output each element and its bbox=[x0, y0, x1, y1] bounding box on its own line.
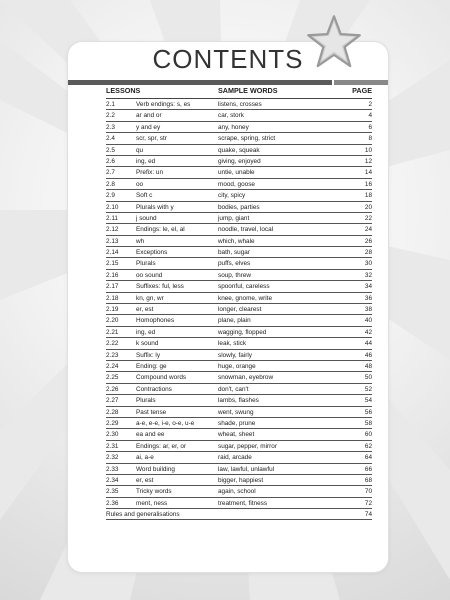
page-number: 38 bbox=[364, 306, 372, 314]
table-row bbox=[106, 372, 372, 383]
table-row bbox=[106, 213, 372, 224]
lesson-number: 2.3 bbox=[106, 123, 115, 131]
lesson-number: 2.24 bbox=[106, 362, 119, 370]
lesson-number: 2.34 bbox=[106, 476, 119, 484]
lesson-name: er, est bbox=[136, 476, 154, 484]
sample-words: mood, goose bbox=[218, 180, 255, 188]
contents-card bbox=[68, 42, 388, 572]
lesson-number: 2.33 bbox=[106, 465, 119, 473]
sample-words: car, stork bbox=[218, 112, 244, 120]
lesson-name: ment, ness bbox=[136, 499, 168, 507]
table-row bbox=[106, 452, 372, 463]
page-title: CONTENTS bbox=[152, 44, 304, 74]
sample-words: which, whale bbox=[218, 237, 255, 245]
page-number: 56 bbox=[364, 408, 372, 416]
lesson-name: ea and ee bbox=[136, 431, 165, 439]
page-number: 8 bbox=[368, 135, 372, 143]
table-row bbox=[106, 122, 372, 133]
page-number: 40 bbox=[364, 317, 372, 325]
lesson-name: Ending: ge bbox=[136, 362, 167, 370]
page-number: 72 bbox=[364, 499, 372, 507]
sample-words: any, honey bbox=[218, 123, 249, 131]
table-row bbox=[106, 509, 372, 520]
lesson-name: Word building bbox=[136, 465, 175, 473]
page-number: 18 bbox=[364, 192, 372, 200]
page-number: 62 bbox=[364, 442, 372, 450]
lesson-name: Suffixes: ful, less bbox=[136, 283, 184, 291]
table-row bbox=[106, 110, 372, 121]
page-number: 6 bbox=[368, 123, 372, 131]
sample-words: sugar, pepper, mirror bbox=[218, 442, 277, 450]
table-row bbox=[106, 236, 372, 247]
page-number: 14 bbox=[364, 169, 372, 177]
sample-words: listens, crosses bbox=[218, 101, 262, 108]
page-number: 46 bbox=[364, 351, 372, 359]
header-page: PAGE bbox=[352, 86, 372, 95]
page-number: 22 bbox=[364, 214, 372, 222]
table-row bbox=[106, 270, 372, 281]
table-row bbox=[106, 327, 372, 338]
table-row bbox=[106, 179, 372, 190]
table-row bbox=[106, 224, 372, 235]
sample-words: bath, sugar bbox=[218, 249, 250, 257]
header-bar-light bbox=[334, 80, 388, 85]
lesson-name: ing, ed bbox=[136, 157, 156, 165]
table-row bbox=[106, 145, 372, 156]
page-number: 70 bbox=[364, 488, 372, 496]
lesson-name: Suffix: ly bbox=[136, 351, 161, 359]
lesson-name: Endings: le, el, al bbox=[136, 226, 185, 234]
table-row bbox=[106, 167, 372, 178]
lesson-number: 2.9 bbox=[106, 192, 115, 200]
sample-words: knee, gnome, write bbox=[218, 294, 272, 302]
page-number: 26 bbox=[364, 237, 372, 245]
page-number: 34 bbox=[364, 283, 372, 291]
table-row bbox=[106, 133, 372, 144]
sample-words: puffs, elves bbox=[218, 260, 251, 268]
lesson-name: Past tense bbox=[136, 408, 167, 416]
header-lessons: LESSONS bbox=[106, 86, 141, 95]
table-row bbox=[106, 293, 372, 304]
sample-words: slowly, fairly bbox=[218, 351, 252, 359]
page-number: 50 bbox=[364, 374, 372, 382]
table-row bbox=[106, 315, 372, 326]
sample-words: bodies, parties bbox=[218, 203, 260, 211]
lesson-number: 2.15 bbox=[106, 260, 119, 268]
page-number: 10 bbox=[364, 146, 372, 154]
lesson-number: 2.26 bbox=[106, 385, 119, 393]
sample-words: leak, stick bbox=[218, 340, 247, 348]
table-row bbox=[106, 407, 372, 418]
page-number: 2 bbox=[368, 101, 372, 108]
lesson-name: ai, a-e bbox=[136, 454, 154, 462]
lesson-name: wh bbox=[136, 237, 145, 245]
contents-table bbox=[106, 99, 372, 520]
sample-words: law, lawful, unlawful bbox=[218, 465, 275, 473]
table-row bbox=[106, 441, 372, 452]
table-row bbox=[106, 190, 372, 201]
table-row bbox=[106, 384, 372, 395]
lesson-number: 2.8 bbox=[106, 180, 115, 188]
sample-words: jump, giant bbox=[218, 214, 250, 222]
table-row bbox=[106, 156, 372, 167]
lesson-name: oo bbox=[136, 180, 144, 188]
page-number: 66 bbox=[364, 465, 372, 473]
lesson-name: Prefix: un bbox=[136, 169, 163, 177]
sample-words: noodle, travel, local bbox=[218, 226, 274, 234]
lesson-number: 2.12 bbox=[106, 226, 119, 234]
page-number: 60 bbox=[364, 431, 372, 439]
lesson-number: 2.5 bbox=[106, 146, 115, 154]
lesson-number: 2.32 bbox=[106, 454, 119, 462]
table-row bbox=[106, 418, 372, 429]
page-number: 4 bbox=[368, 112, 372, 120]
sample-words: raid, arcade bbox=[218, 454, 252, 462]
lesson-number: 2.13 bbox=[106, 237, 119, 245]
sample-words: went, swung bbox=[218, 408, 254, 416]
page-number: 12 bbox=[364, 157, 372, 165]
table-row bbox=[106, 202, 372, 213]
lesson-name: j sound bbox=[136, 214, 157, 222]
page-number: 24 bbox=[364, 226, 372, 234]
table-row bbox=[106, 247, 372, 258]
lesson-number: 2.10 bbox=[106, 203, 119, 211]
lesson-name: Verb endings: s, es bbox=[136, 101, 191, 108]
lesson-name: k sound bbox=[136, 340, 159, 348]
sample-words: huge, orange bbox=[218, 362, 256, 370]
lesson-name: qu bbox=[136, 146, 144, 154]
header-bar-dark bbox=[68, 80, 332, 85]
page-number: 58 bbox=[364, 419, 372, 427]
lesson-number: 2.1 bbox=[106, 101, 115, 108]
table-row bbox=[106, 99, 372, 110]
lesson-number: 2.28 bbox=[106, 408, 119, 416]
page-number: 44 bbox=[364, 340, 372, 348]
lesson-number: 2.25 bbox=[106, 374, 119, 382]
lesson-name: oo sound bbox=[136, 271, 163, 279]
lesson-name: er, est bbox=[136, 306, 154, 314]
lesson-number: 2.27 bbox=[106, 397, 119, 405]
table-row bbox=[106, 361, 372, 372]
lesson-name: Plurals bbox=[136, 260, 156, 268]
lesson-name: Endings: ar, er, or bbox=[136, 442, 187, 450]
page-number: 20 bbox=[364, 203, 372, 211]
lesson-name: Plurals with y bbox=[136, 203, 174, 211]
table-row bbox=[106, 350, 372, 361]
lesson-number: 2.16 bbox=[106, 271, 119, 279]
lesson-number: 2.22 bbox=[106, 340, 119, 348]
sample-words: again, school bbox=[218, 488, 256, 496]
lesson-name: Contractions bbox=[136, 385, 172, 393]
star-icon bbox=[306, 14, 362, 70]
page-number: 28 bbox=[364, 249, 372, 257]
sample-words: don't, can't bbox=[218, 385, 249, 393]
lesson-name: kn, gn, wr bbox=[136, 294, 164, 302]
lesson-number: 2.30 bbox=[106, 431, 119, 439]
lesson-name: Tricky words bbox=[136, 488, 172, 496]
lesson-number: 2.17 bbox=[106, 283, 119, 291]
sample-words: giving, enjoyed bbox=[218, 157, 261, 165]
page-number: 54 bbox=[364, 397, 372, 405]
page-number: 64 bbox=[364, 454, 372, 462]
table-row bbox=[106, 486, 372, 497]
lesson-number: 2.4 bbox=[106, 135, 115, 143]
sample-words: spoonful, careless bbox=[218, 283, 270, 291]
table-row bbox=[106, 429, 372, 440]
lesson-number: 2.31 bbox=[106, 442, 119, 450]
sample-words: wheat, sheet bbox=[218, 431, 255, 439]
lesson-number: 2.2 bbox=[106, 112, 115, 120]
lesson-name: Plurals bbox=[136, 397, 156, 405]
table-row bbox=[106, 338, 372, 349]
sample-words: untie, unable bbox=[218, 169, 255, 177]
lesson-number: 2.11 bbox=[106, 214, 118, 222]
table-row bbox=[106, 258, 372, 269]
sample-words: lambs, flashes bbox=[218, 397, 259, 405]
lesson-number: 2.14 bbox=[106, 249, 119, 257]
sample-words: snowman, eyebrow bbox=[218, 374, 274, 382]
table-row bbox=[106, 475, 372, 486]
page-number: 30 bbox=[364, 260, 372, 268]
lesson-name: Homophones bbox=[136, 317, 175, 325]
lesson-name: ar and or bbox=[136, 112, 162, 120]
lesson-number: 2.7 bbox=[106, 169, 115, 177]
sample-words: soup, threw bbox=[218, 271, 252, 279]
sample-words: plane, plain bbox=[218, 317, 251, 325]
page-number: 16 bbox=[364, 180, 372, 188]
sample-words: bigger, happiest bbox=[218, 476, 264, 484]
lesson-number: 2.36 bbox=[106, 499, 119, 507]
lesson-number: 2.20 bbox=[106, 317, 119, 325]
sample-words: treatment, fitness bbox=[218, 499, 268, 507]
lesson-number: 2.35 bbox=[106, 488, 119, 496]
lesson-name: Exceptions bbox=[136, 249, 168, 257]
lesson-name: scr, spr, str bbox=[136, 135, 167, 143]
table-row bbox=[106, 395, 372, 406]
lesson-name: Soft c bbox=[136, 192, 153, 200]
sample-words: quake, squeak bbox=[218, 146, 260, 154]
lesson-number: 2.21 bbox=[106, 328, 119, 336]
table-row bbox=[106, 304, 372, 315]
page-number: 52 bbox=[364, 385, 372, 393]
lesson-name: y and ey bbox=[136, 123, 161, 131]
rules-label: Rules and generalisations bbox=[106, 511, 180, 519]
table-row bbox=[106, 498, 372, 509]
page-number: 68 bbox=[364, 476, 372, 484]
lesson-name: ing, ed bbox=[136, 328, 156, 336]
lesson-number: 2.18 bbox=[106, 294, 119, 302]
lesson-number: 2.19 bbox=[106, 306, 119, 314]
sample-words: city, spicy bbox=[218, 192, 246, 200]
page-number: 32 bbox=[364, 271, 372, 279]
lesson-name: a-e, e-e, i-e, o-e, u-e bbox=[136, 419, 195, 427]
table-row bbox=[106, 464, 372, 475]
page-number: 48 bbox=[364, 362, 372, 370]
table-row bbox=[106, 281, 372, 292]
page-number: 42 bbox=[364, 328, 372, 336]
lesson-number: 2.29 bbox=[106, 419, 119, 427]
sample-words: shade, prune bbox=[218, 419, 256, 427]
page-number: 74 bbox=[364, 511, 372, 519]
sample-words: longer, clearest bbox=[218, 306, 262, 314]
page-number: 36 bbox=[364, 294, 372, 302]
lesson-number: 2.23 bbox=[106, 351, 119, 359]
lesson-number: 2.6 bbox=[106, 157, 115, 165]
sample-words: wagging, flopped bbox=[218, 328, 267, 336]
lesson-name: Compound words bbox=[136, 374, 187, 382]
sample-words: scrape, spring, strict bbox=[218, 135, 276, 143]
header-sample-words: SAMPLE WORDS bbox=[218, 86, 278, 95]
